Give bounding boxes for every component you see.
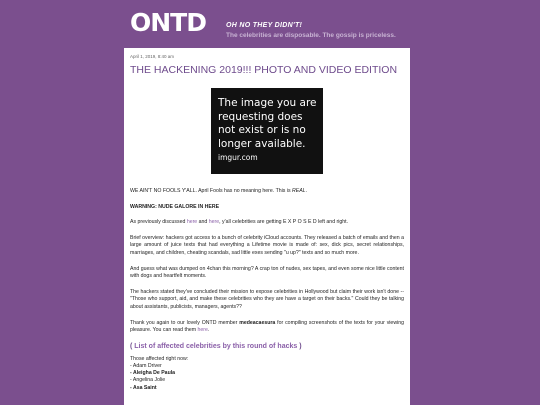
affected-heading: Those affected right now: — [130, 355, 189, 362]
missing-image-site: imgur.com — [218, 153, 258, 162]
list-item: - Aleigha De Paula — [130, 370, 176, 377]
affected-list-heading: ( List of affected celebrities by this round of hacks ) — [130, 342, 302, 350]
affected-celebrities-link[interactable]: List of affected celebrities by this round of hacks — [134, 342, 298, 350]
site-motto: The celebrities are disposable. The gossip is priceless. — [226, 32, 396, 39]
paragraph-overview: Brief overview: hackers got access to a bunch of celebrity iCloud accounts. They released a batch of emails and then a large amount of juice texts that had everything a Lifetime movie is made of: sex, dick pics, secret relationships, marriages, and children, cheating scandals, sad little exes sending "u up?" texts and so much more. — [130, 234, 404, 256]
missing-image-text: The image you are requesting does not exist or is no longer available. — [218, 97, 317, 150]
member-username[interactable]: medeacaesura — [239, 319, 276, 326]
affected-list — [130, 356, 404, 392]
paragraph-intro: WE AIN'T NO FOOLS Y'ALL. April Fools has no meaning here. This is REAL. — [130, 188, 308, 194]
post-title: THE HACKENING 2019!!! PHOTO AND VIDEO EDITION — [130, 64, 398, 76]
list-item: - Angelina Jolie — [130, 377, 166, 384]
post-panel — [124, 48, 410, 405]
nudity-warning: WARNING: NUDE GALORE IN HERE — [130, 203, 220, 210]
paragraph-hackers: The hackers stated they've concluded their mission to expose celebrities in Hollywood but claim their work isn't done -- "Those who support, aid, and make these celebrities who they are have a target on their backs." Could they be talking about assistants, publicists, managers, agents?? — [130, 288, 404, 310]
screenshots-link[interactable]: here — [197, 327, 208, 334]
paragraph-thanks: Thank you again to our lovely ONTD member medeacaesura for compiling screenshots of the texts for your viewing pleasure. You can read them here. — [130, 319, 404, 334]
paragraph-dump: And guess what was dumped on 4chan this morning? A crap ton of nudes, sex tapes, and even some nice little content with dogs and heartfelt moments. — [130, 265, 404, 280]
list-item: - Adam Driver — [130, 362, 162, 369]
post-date: April 1, 2019, 8:40 am — [130, 54, 175, 59]
paragraph-previous: As previously discussed here and here, y'all celebrities are getting E X P O S E D left and right. — [130, 219, 349, 226]
site-tagline: OH NO THEY DIDN'T! — [226, 22, 303, 29]
site-header — [0, 0, 540, 48]
previous-post-link-1[interactable]: here — [186, 219, 198, 226]
missing-image-placeholder — [211, 88, 323, 174]
ontd-logo[interactable]: ONTD — [130, 8, 206, 37]
post-content — [124, 48, 410, 392]
previous-post-link-2[interactable]: here — [208, 219, 220, 226]
list-item: - Asa Saint — [130, 384, 157, 391]
